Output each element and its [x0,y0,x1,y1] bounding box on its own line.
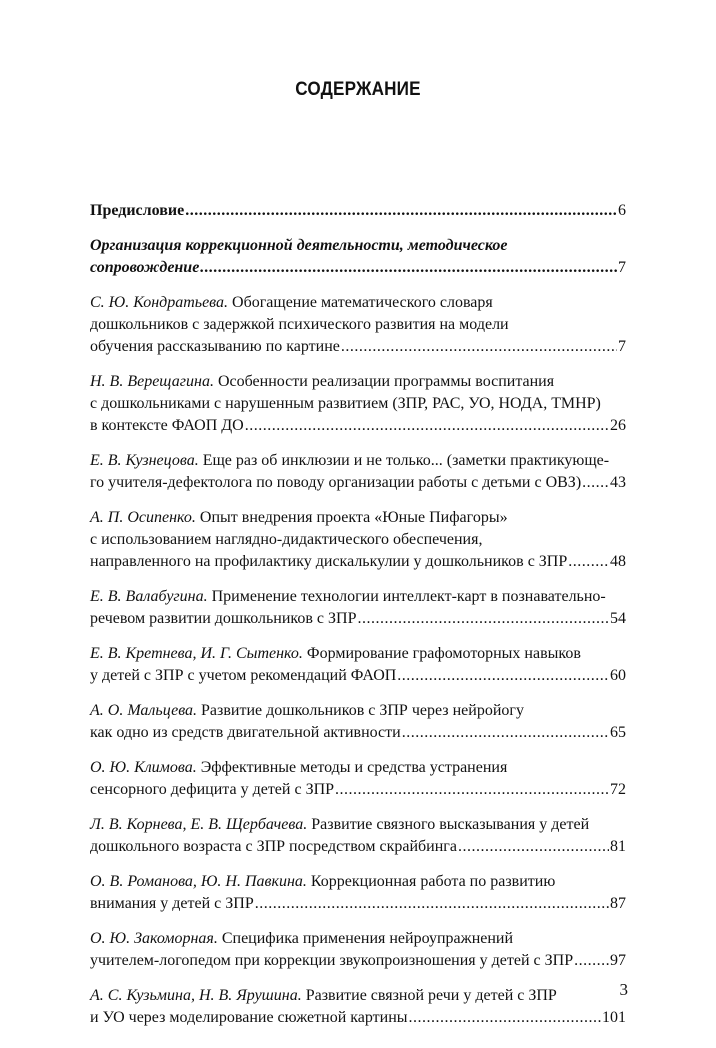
toc-entry-preface[interactable] [90,200,626,222]
table-of-contents [90,200,626,1042]
toc-page-number: 65 [610,724,626,741]
toc-entry-title: у детей с ЗПР с учетом рекомендаций ФАОП [90,667,397,684]
dot-leader [458,836,609,858]
toc-entry-title: дошкольного возраста с ЗПР посредством скрайбинга [90,838,457,855]
toc-page-number: 7 [618,338,626,355]
dot-leader [185,200,617,222]
toc-entry-title: Специфика применения нейроупражнений [217,930,514,947]
toc-page-number: 6 [618,202,626,219]
toc-page-number: 48 [610,553,626,570]
dot-leader [341,336,617,358]
toc-page-number: 81 [610,838,626,855]
toc-page-number: 7 [618,259,626,276]
toc-entry-title: Предисловие [90,202,185,219]
toc-page-number: 54 [610,610,626,627]
toc-entry[interactable] [90,985,626,1029]
toc-entry[interactable] [90,507,626,573]
toc-entry-title: как одно из средств двигательной активности [90,724,401,741]
toc-entry-title: обучения рассказыванию по картине [90,338,340,355]
toc-entry-authors: А. С. Кузьмина, Н. В. Ярушина. [90,987,302,1004]
toc-entry-title: Эффективные методы и средства устранения [196,759,508,776]
dot-leader [574,950,609,972]
toc-entry[interactable] [90,450,626,494]
toc-entry-title: Развитие дошкольников с ЗПР через нейройогу [197,702,524,719]
toc-entry-title: Обогащение математического словаря [228,294,493,311]
toc-entry-title: Развитие связного высказывания у детей [307,816,590,833]
toc-entry-title: Еще раз об инклюзии и не только... (заметки практикующе- [198,452,610,469]
toc-entry[interactable] [90,586,626,630]
toc-page-number: 26 [610,417,626,434]
toc-entry-authors: С. Ю. Кондратьева. [90,294,229,311]
toc-entry-title: направленного на профилактику дискалькулии у дошкольников с ЗПР [90,553,568,570]
dot-leader [357,608,609,630]
toc-entry[interactable] [90,643,626,687]
toc-entry-title: Особенности реализации программы воспитания [213,373,555,390]
page-title: СОДЕРЖАНИЕ [295,79,421,100]
dot-leader [402,722,609,744]
toc-entry-title: речевом развитии дошкольников с ЗПР [90,610,357,627]
toc-page-number: 97 [610,952,626,969]
dot-leader [255,893,609,915]
toc-entry-authors: Н. В. Верещагина. [90,373,214,390]
toc-entry-title: в контексте ФАОП ДО [90,417,244,434]
toc-entry-authors: О. Ю. Климова. [90,759,197,776]
toc-entry-title: го учителя-дефектолога по поводу организации работы с детьми с ОВЗ) [90,474,582,491]
dot-leader [200,257,617,279]
toc-entry-authors: Е. В. Кретнева, И. Г. Сытенко. [90,645,303,662]
dot-leader [568,551,609,573]
toc-entry[interactable] [90,371,626,437]
toc-entry-title: с использованием наглядно-дидактического обеспечения, [90,531,483,548]
toc-entry-authors: Л. В. Корнева, Е. В. Щербачева. [90,816,308,833]
toc-entry[interactable] [90,700,626,744]
toc-page-number: 72 [610,781,626,798]
toc-entry[interactable] [90,871,626,915]
toc-page-number: 43 [610,474,626,491]
toc-entry[interactable] [90,814,626,858]
toc-entry-title: Формирование графомоторных навыков [302,645,581,662]
dot-leader [335,779,609,801]
page-number: 3 [619,980,628,999]
toc-page-number: 60 [610,667,626,684]
toc-entry-authors: Е. В. Валабугина. [90,588,208,605]
toc-entry-authors: А. П. Осипенко. [90,509,196,526]
toc-entry-title: с дошкольниками с нарушенным развитием (ЗПР, РАС, УО, НОДА, ТМНР) [90,395,601,412]
dot-leader [245,415,609,437]
toc-entry-authors: О. В. Романова, Ю. Н. Павкина. [90,873,307,890]
toc-entry[interactable] [90,757,626,801]
dot-leader [582,472,609,494]
toc-entry-title: внимания у детей с ЗПР [90,895,254,912]
toc-entry-authors: О. Ю. Закоморная. [90,930,218,947]
toc-entry[interactable] [90,292,626,358]
toc-entry-title: сенсорного дефицита у детей с ЗПР [90,781,335,798]
toc-page-number: 101 [602,1009,626,1026]
toc-entry-title: сопровождение [90,259,200,276]
toc-entry-title: и УО через моделирование сюжетной картины [90,1009,408,1026]
toc-entry-authors: А. О. Мальцева. [90,702,198,719]
toc-entry-title: Коррекционная работа по развитию [306,873,556,890]
toc-entry-title: Применение технологии интеллект-карт в познавательно- [207,588,606,605]
toc-entry-title: Опыт внедрения проекта «Юные Пифагоры» [195,509,508,526]
toc-entry-title: Развитие связной речи у детей с ЗПР [301,987,557,1004]
toc-entry-title: учителем-логопедом при коррекции звукопроизношения у детей с ЗПР [90,952,574,969]
toc-entry-title: дошкольников с задержкой психического развития на модели [90,316,509,333]
toc-entry-section[interactable] [90,235,626,279]
toc-entry-authors: Е. В. Кузнецова. [90,452,199,469]
dot-leader [397,665,609,687]
toc-entry-title: Организация коррекционной деятельности, методическое [90,237,508,254]
toc-entry[interactable] [90,928,626,972]
toc-page-number: 87 [610,895,626,912]
dot-leader [409,1007,601,1029]
